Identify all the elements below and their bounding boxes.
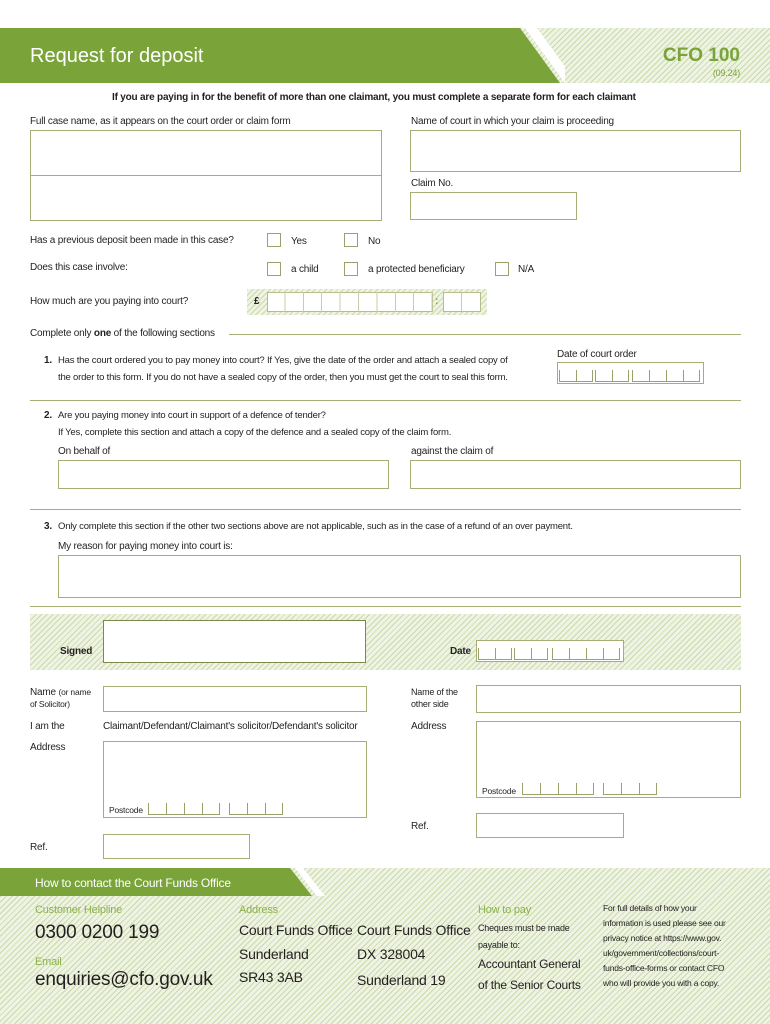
currency-symbol: £ [254, 296, 260, 307]
sections-intro-rule [229, 334, 741, 335]
court-order-date-ticks-3 [632, 370, 700, 382]
payer-ref-field[interactable] [103, 834, 250, 859]
involve-question: Does this case involve: [30, 262, 128, 273]
signature-date-ticks-2 [514, 648, 548, 660]
reason-label: My reason for paying money into court is: [58, 541, 233, 552]
payer-name-label-small: (or name [58, 687, 91, 697]
form-code: CFO 100 [662, 45, 740, 66]
previous-deposit-yes-label: Yes [291, 236, 307, 247]
other-side-name-label-2: other side [411, 699, 449, 709]
iam-options[interactable]: Claimant/Defendant/Claimant's solicitor/Defendant's solicitor [103, 721, 358, 732]
address-col2-line1: Court Funds Office [357, 922, 471, 938]
other-side-name-field[interactable] [476, 685, 741, 713]
payment-pence-field[interactable] [443, 292, 481, 312]
payer-name-field[interactable] [103, 686, 367, 712]
section2-number: 2. [44, 410, 52, 421]
payer-postcode-ticks-2[interactable] [229, 803, 283, 815]
address-col1-line1: Court Funds Office [239, 922, 353, 938]
privacy-line5[interactable]: funds-office-forms or contact CFO [603, 963, 725, 973]
address-col2-line3: Sunderland 19 [357, 972, 446, 988]
previous-deposit-no-label: No [368, 236, 381, 247]
court-order-date-label: Date of court order [557, 349, 637, 360]
footer-title: How to contact the Court Funds Office [35, 876, 231, 890]
payer-name-label-line2: of Solicitor) [30, 699, 70, 709]
address-col2-line2: DX 328004 [357, 946, 426, 962]
involve-child-checkbox[interactable] [267, 262, 281, 276]
signature-date-ticks [478, 648, 512, 660]
payment-separator: : [435, 296, 439, 307]
sections-intro-prefix: Complete only [30, 328, 94, 339]
address-col1-line2: Sunderland [239, 946, 309, 962]
sections-intro-bold: one [93, 328, 112, 339]
payer-postcode-ticks[interactable] [148, 803, 220, 815]
privacy-line1: For full details of how your [603, 903, 697, 913]
reason-field[interactable] [58, 555, 741, 598]
on-behalf-of-label: On behalf of [58, 446, 111, 457]
helpline-number[interactable]: 0300 0200 199 [35, 922, 160, 943]
privacy-line6: who will provide you with a copy. [603, 978, 720, 988]
court-order-date-ticks [559, 370, 593, 382]
other-side-postcode-ticks-2[interactable] [603, 783, 657, 795]
other-side-name-label-1: Name of the [411, 687, 458, 697]
notice-text: If you are paying in for the benefit of more than one claimant, you must complete a separate form for each claimant [112, 92, 636, 103]
section2-line1: Are you paying money into court in support of a defence of tender? [58, 410, 326, 421]
privacy-line3[interactable]: privacy notice at https://www.gov. [603, 933, 722, 943]
payee-line2: of the Senior Courts [478, 978, 581, 992]
payer-name-label-main: Name [30, 687, 56, 698]
header-band [0, 28, 770, 83]
previous-deposit-question: Has a previous deposit been made in this case? [30, 235, 234, 246]
other-side-ref-label: Ref. [411, 821, 429, 832]
against-claim-field[interactable] [410, 460, 741, 489]
section3-line1: Only complete this section if the other two sections above are not applicable, such as in the case of a refund of an over payment. [58, 521, 573, 532]
court-name-field[interactable] [410, 130, 741, 172]
cheques-line1: Cheques must be made [478, 923, 570, 933]
address-label: Address [239, 904, 278, 916]
signature-field[interactable] [103, 620, 366, 663]
section1-line1: Has the court ordered you to pay money into court? If Yes, give the date of the order and attach a sealed copy of [58, 355, 508, 366]
form-version: (09.24) [712, 68, 740, 78]
payee-line1: Accountant General [478, 957, 581, 971]
other-side-ref-field[interactable] [476, 813, 624, 838]
other-side-postcode-ticks[interactable] [522, 783, 594, 795]
signature-date-ticks-3 [552, 648, 620, 660]
helpline-label: Customer Helpline [35, 904, 123, 916]
involve-na-checkbox[interactable] [495, 262, 509, 276]
claim-no-label: Claim No. [411, 178, 454, 189]
previous-deposit-yes-checkbox[interactable] [267, 233, 281, 247]
how-to-pay-label: How to pay [478, 904, 532, 916]
involve-protected-beneficiary-label: a protected beneficiary [368, 264, 465, 275]
section1-rule [30, 400, 741, 401]
iam-label: I am the [30, 721, 65, 732]
signed-label: Signed [60, 646, 93, 657]
payer-postcode-label: Postcode [109, 805, 143, 815]
privacy-line2: information is used please see our [603, 918, 726, 928]
section1-line2: the order to this form. If you do not have a sealed copy of the order, then you must get the court to seal this form. [58, 372, 508, 383]
claim-no-field[interactable] [410, 192, 577, 220]
payment-pounds-dividers [267, 292, 433, 312]
sections-intro [30, 328, 215, 340]
full-case-name-label: Full case name, as it appears on the court order or claim form [30, 116, 291, 127]
cheques-line2: payable to: [478, 940, 520, 950]
signature-date-label: Date [450, 646, 471, 657]
involve-protected-beneficiary-checkbox[interactable] [344, 262, 358, 276]
previous-deposit-no-checkbox[interactable] [344, 233, 358, 247]
on-behalf-of-field[interactable] [58, 460, 389, 489]
privacy-line4[interactable]: uk/government/collections/court- [603, 948, 719, 958]
court-order-date-ticks-2 [595, 370, 629, 382]
email-link[interactable]: enquiries@cfo.gov.uk [35, 969, 213, 990]
section3-number: 3. [44, 521, 52, 532]
payment-question: How much are you paying into court? [30, 296, 189, 307]
sections-intro-suffix: of the following sections [111, 328, 215, 339]
address-col1-line3: SR43 3AB [239, 969, 303, 985]
section3-rule [30, 606, 741, 607]
full-case-name-field-1[interactable] [30, 130, 382, 176]
other-side-postcode-label: Postcode [482, 786, 516, 796]
court-name-label: Name of court in which your claim is proceeding [411, 116, 614, 127]
form-title: Request for deposit [30, 45, 204, 67]
section2-rule [30, 509, 741, 510]
payer-ref-label: Ref. [30, 842, 48, 853]
payer-address-label: Address [30, 742, 66, 753]
email-label: Email [35, 956, 62, 968]
other-side-address-label: Address [411, 721, 447, 732]
full-case-name-field-2[interactable] [30, 175, 382, 221]
section1-number: 1. [44, 355, 52, 366]
involve-child-label: a child [291, 264, 319, 275]
against-claim-label: against the claim of [411, 446, 494, 457]
involve-na-label: N/A [518, 264, 535, 275]
section2-line2: If Yes, complete this section and attach a copy of the defence and a sealed copy of the claim form. [58, 427, 452, 438]
